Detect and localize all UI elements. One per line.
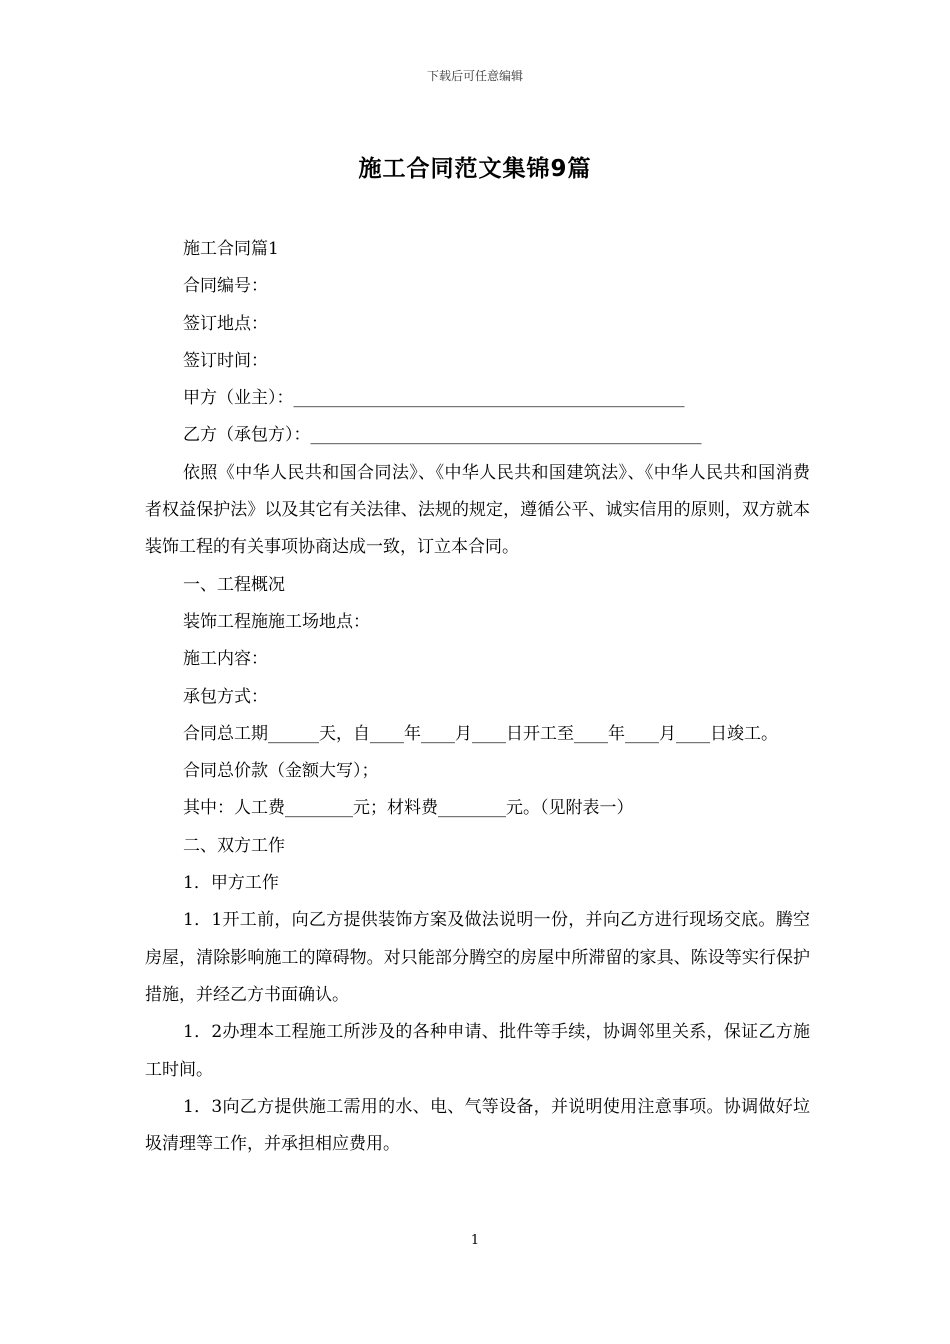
duties-heading: 二、双方工作 <box>183 835 285 856</box>
project-overview-heading: 一、工程概况 <box>183 574 285 595</box>
clause-1-3: 1．3向乙方提供施工需用的水、电、气等设备，并说明使用注意事项。协调做好垃圾清理等工作，并承担相应费用。 <box>145 1096 810 1155</box>
section-heading: 施工合同篇1 <box>183 239 279 259</box>
cost-breakdown-field: 其中：人工费________元；材料费________元。（见附表一） <box>183 798 634 819</box>
party-a-duties-heading: 1．甲方工作 <box>183 873 279 894</box>
document-body <box>145 231 810 1163</box>
construction-content-field: 施工内容： <box>183 649 268 670</box>
signing-place-field: 签订地点： <box>183 313 268 334</box>
signing-time-field: 签订时间： <box>183 350 268 371</box>
contracting-method-field: 承包方式： <box>183 686 268 707</box>
header-note: 下载后可任意编辑 <box>426 69 523 83</box>
clause-1-1: 1．1开工前，向乙方提供装饰方案及做法说明一份，并向乙方进行现场交底。腾空房屋，清除影响施工的障碍物。对只能部分腾空的房屋中所滞留的家具、陈设等实行保护措施，并经乙方书面确认。 <box>145 910 810 1005</box>
document-title: 施工合同范文集锦9篇 <box>358 156 592 182</box>
legal-basis-paragraph: 依照《中华人民共和国合同法》、《中华人民共和国建筑法》、《中华人民共和国消费者权益保护法》以及其它有关法律、法规的规定，遵循公平、诚实信用的原则，双方就本装饰工程的有关事项协商达成一致，订立本合同。 <box>145 462 810 558</box>
party-a-field: 甲方（业主）：______________________________________________ <box>183 388 685 409</box>
contract-price-field: 合同总价款（金额大写）； <box>183 761 379 782</box>
page-number: 1 <box>470 1233 480 1248</box>
contract-number-field: 合同编号： <box>183 276 268 297</box>
clause-1-2: 1．2办理本工程施工所涉及的各种申请、批件等手续，协调邻里关系，保证乙方施工时间。 <box>145 1022 810 1080</box>
party-b-field: 乙方（承包方）：______________________________________________ <box>183 425 702 446</box>
site-location-field: 装饰工程施施工场地点： <box>183 611 370 632</box>
contract-duration-paragraph: 合同总工期______天，自____年____月____日开工至____年____月____日竣工。 <box>183 723 778 744</box>
